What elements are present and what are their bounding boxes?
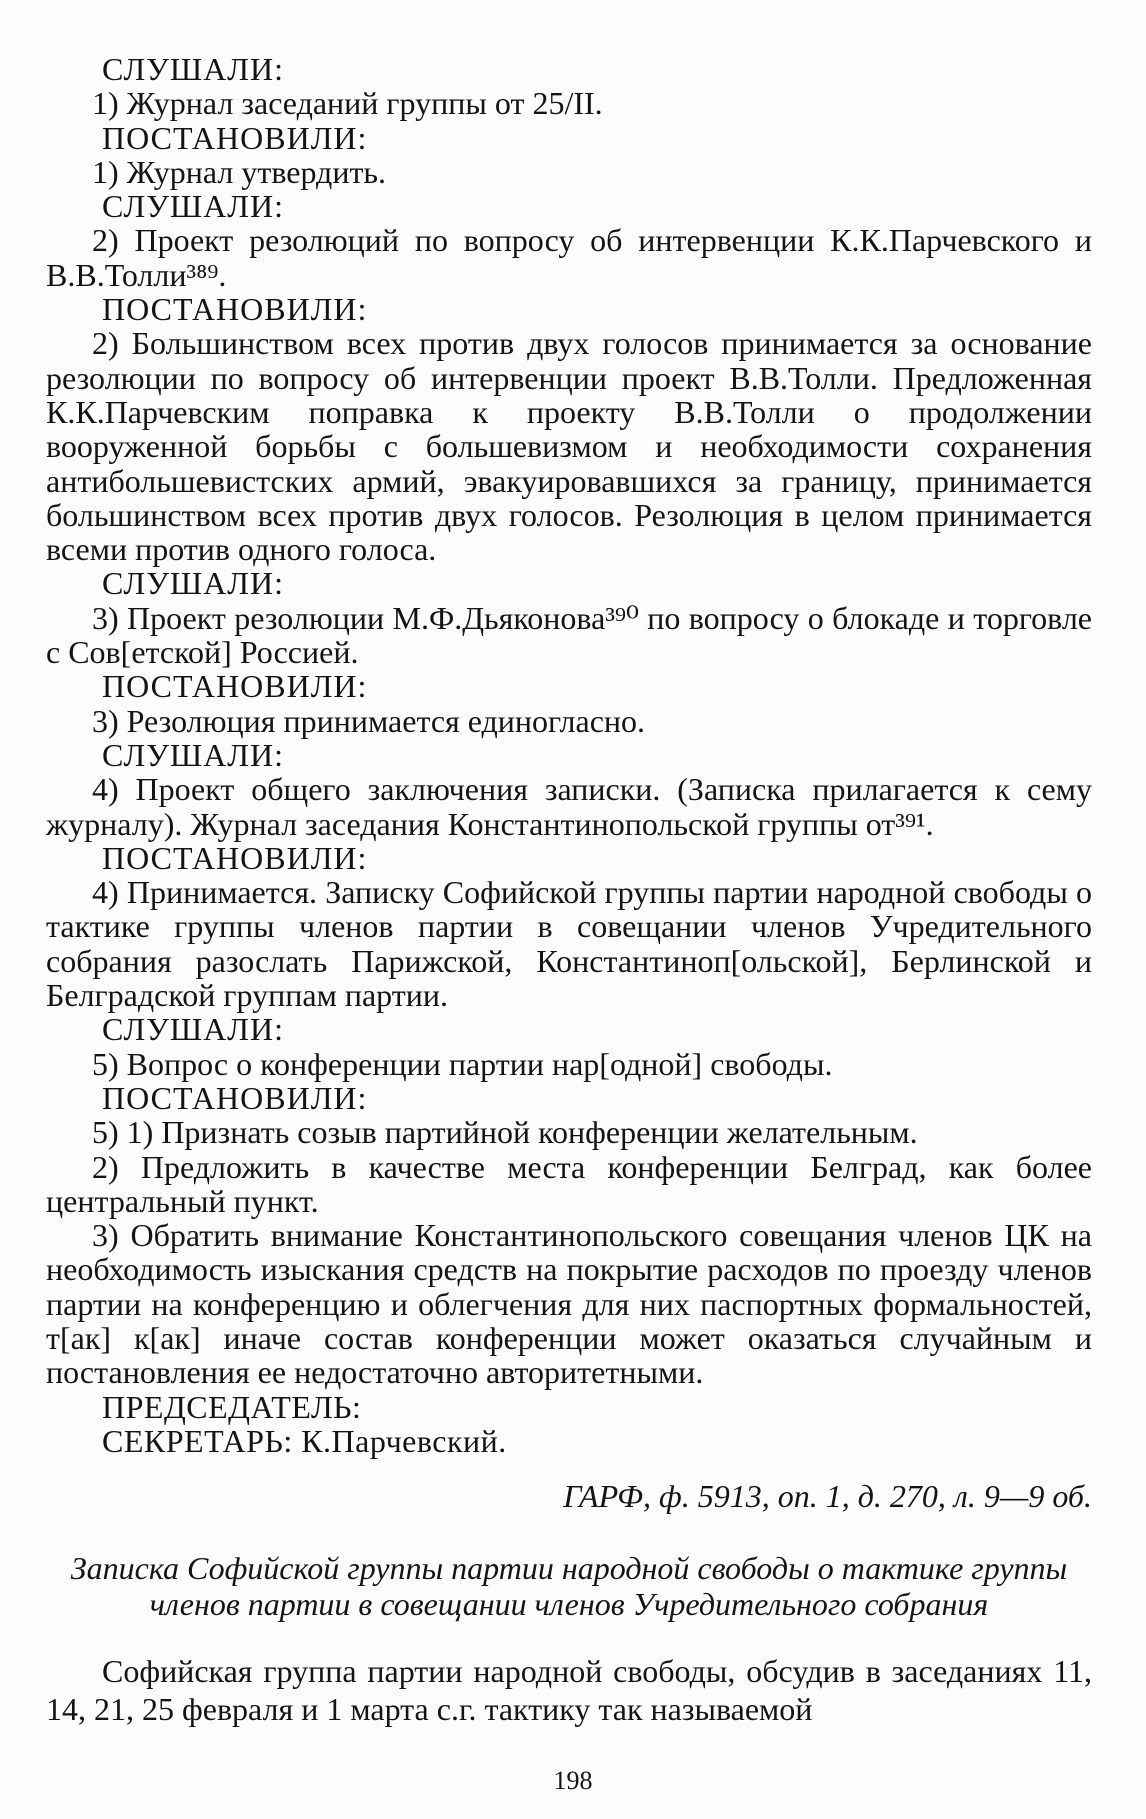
section-heading: СЛУШАЛИ: xyxy=(102,188,284,225)
resolution-item: 3) Резолюция принимается единогласно. xyxy=(92,702,646,739)
section-heading: ПОСТАНОВИЛИ: xyxy=(102,1079,368,1116)
chairman-signature: ПРЕДСЕДАТЕЛЬ: xyxy=(102,1388,362,1425)
protocol-text xyxy=(46,52,1092,1458)
section-heading: ПОСТАНОВИЛИ: xyxy=(102,839,368,876)
resolution-item: 3) Обратить внимание Константинопольского совещания членов ЦК на необходимость изыскания средств на покрытие расходов по проезду членов партии на конференцию и облегчения для них паспортных формальностей, т[ак] к[ак] иначе состав конференции может оказаться случайным и постановления ее недостаточно авторитетными. xyxy=(46,1217,1092,1391)
section-heading: ПОСТАНОВИЛИ: xyxy=(102,668,368,705)
section-heading: ПОСТАНОВИЛИ: xyxy=(102,119,368,156)
resolution-item: 1) Журнал заседаний группы от 25/II. xyxy=(92,85,603,122)
note-body-paragraph: Софийская группа партии народной свободы, обсудив в заседаниях 11, 14, 21, 25 февраля и 1 марта с.г. тактику так называемой xyxy=(46,1653,1092,1727)
resolution-item: 5) 1) Признать созыв партийной конференции желательным. xyxy=(92,1114,918,1151)
section-heading: СЛУШАЛИ: xyxy=(102,51,284,87)
resolution-item: 2) Проект резолюций по вопросу об интервенции К.К.Парчевского и В.В.Толли³⁸⁹. xyxy=(46,222,1092,293)
section-heading: СЛУШАЛИ: xyxy=(102,565,284,602)
section-heading: СЛУШАЛИ: xyxy=(102,1011,284,1048)
resolution-item: 4) Проект общего заключения записки. (Записка прилагается к сему журналу). Журнал заседания Константинопольской группы от³⁹¹. xyxy=(46,771,1092,842)
resolution-item: 5) Вопрос о конференции партии нар[одной] свободы. xyxy=(92,1045,833,1082)
section-heading: СЛУШАЛИ: xyxy=(102,736,284,773)
resolution-item: 2) Предложить в качестве места конференции Белград, как более центральный пункт. xyxy=(46,1148,1092,1219)
section-heading: ПОСТАНОВИЛИ: xyxy=(102,291,368,328)
resolution-item: 1) Журнал утвердить. xyxy=(92,153,387,190)
secretary-signature: СЕКРЕТАРЬ: К.Парчевский. xyxy=(102,1422,507,1459)
note-title: Записка Софийской группы партии народной свободы о тактике группы членов партии в совещании членов Учредительного собрания xyxy=(70,1550,1068,1622)
resolution-item: 3) Проект резолюции М.Ф.Дьяконова³⁹⁰ по вопросу о блокаде и торговле с Сов[етской] Россией. xyxy=(46,599,1092,671)
resolution-item: 2) Большинством всех против двух голосов принимается за основание резолюции по вопросу об интервенции проект В.В.Толли. Предложенная К.К.Парчевским поправка к проекту В.В.Толли о продолжении вооруженной борьбы с большевизмом и необходимости сохранения антибольшевистских армий, эвакуировавшихся за границу, принимается большинством всех против двух голосов. Резолюция в целом принимается всеми против одного голоса. xyxy=(46,325,1092,568)
archive-reference: ГАРФ, ф. 5913, оп. 1, д. 270, л. 9—9 об. xyxy=(563,1478,1092,1514)
page-number: 198 xyxy=(553,1766,593,1795)
resolution-item: 4) Принимается. Записку Софийской группы партии народной свободы о тактике группы членов партии в совещании членов Учредительного собрания разослать Парижской, Константиноп[ольской], Берлинской и Белградской группам партии. xyxy=(46,874,1092,1014)
